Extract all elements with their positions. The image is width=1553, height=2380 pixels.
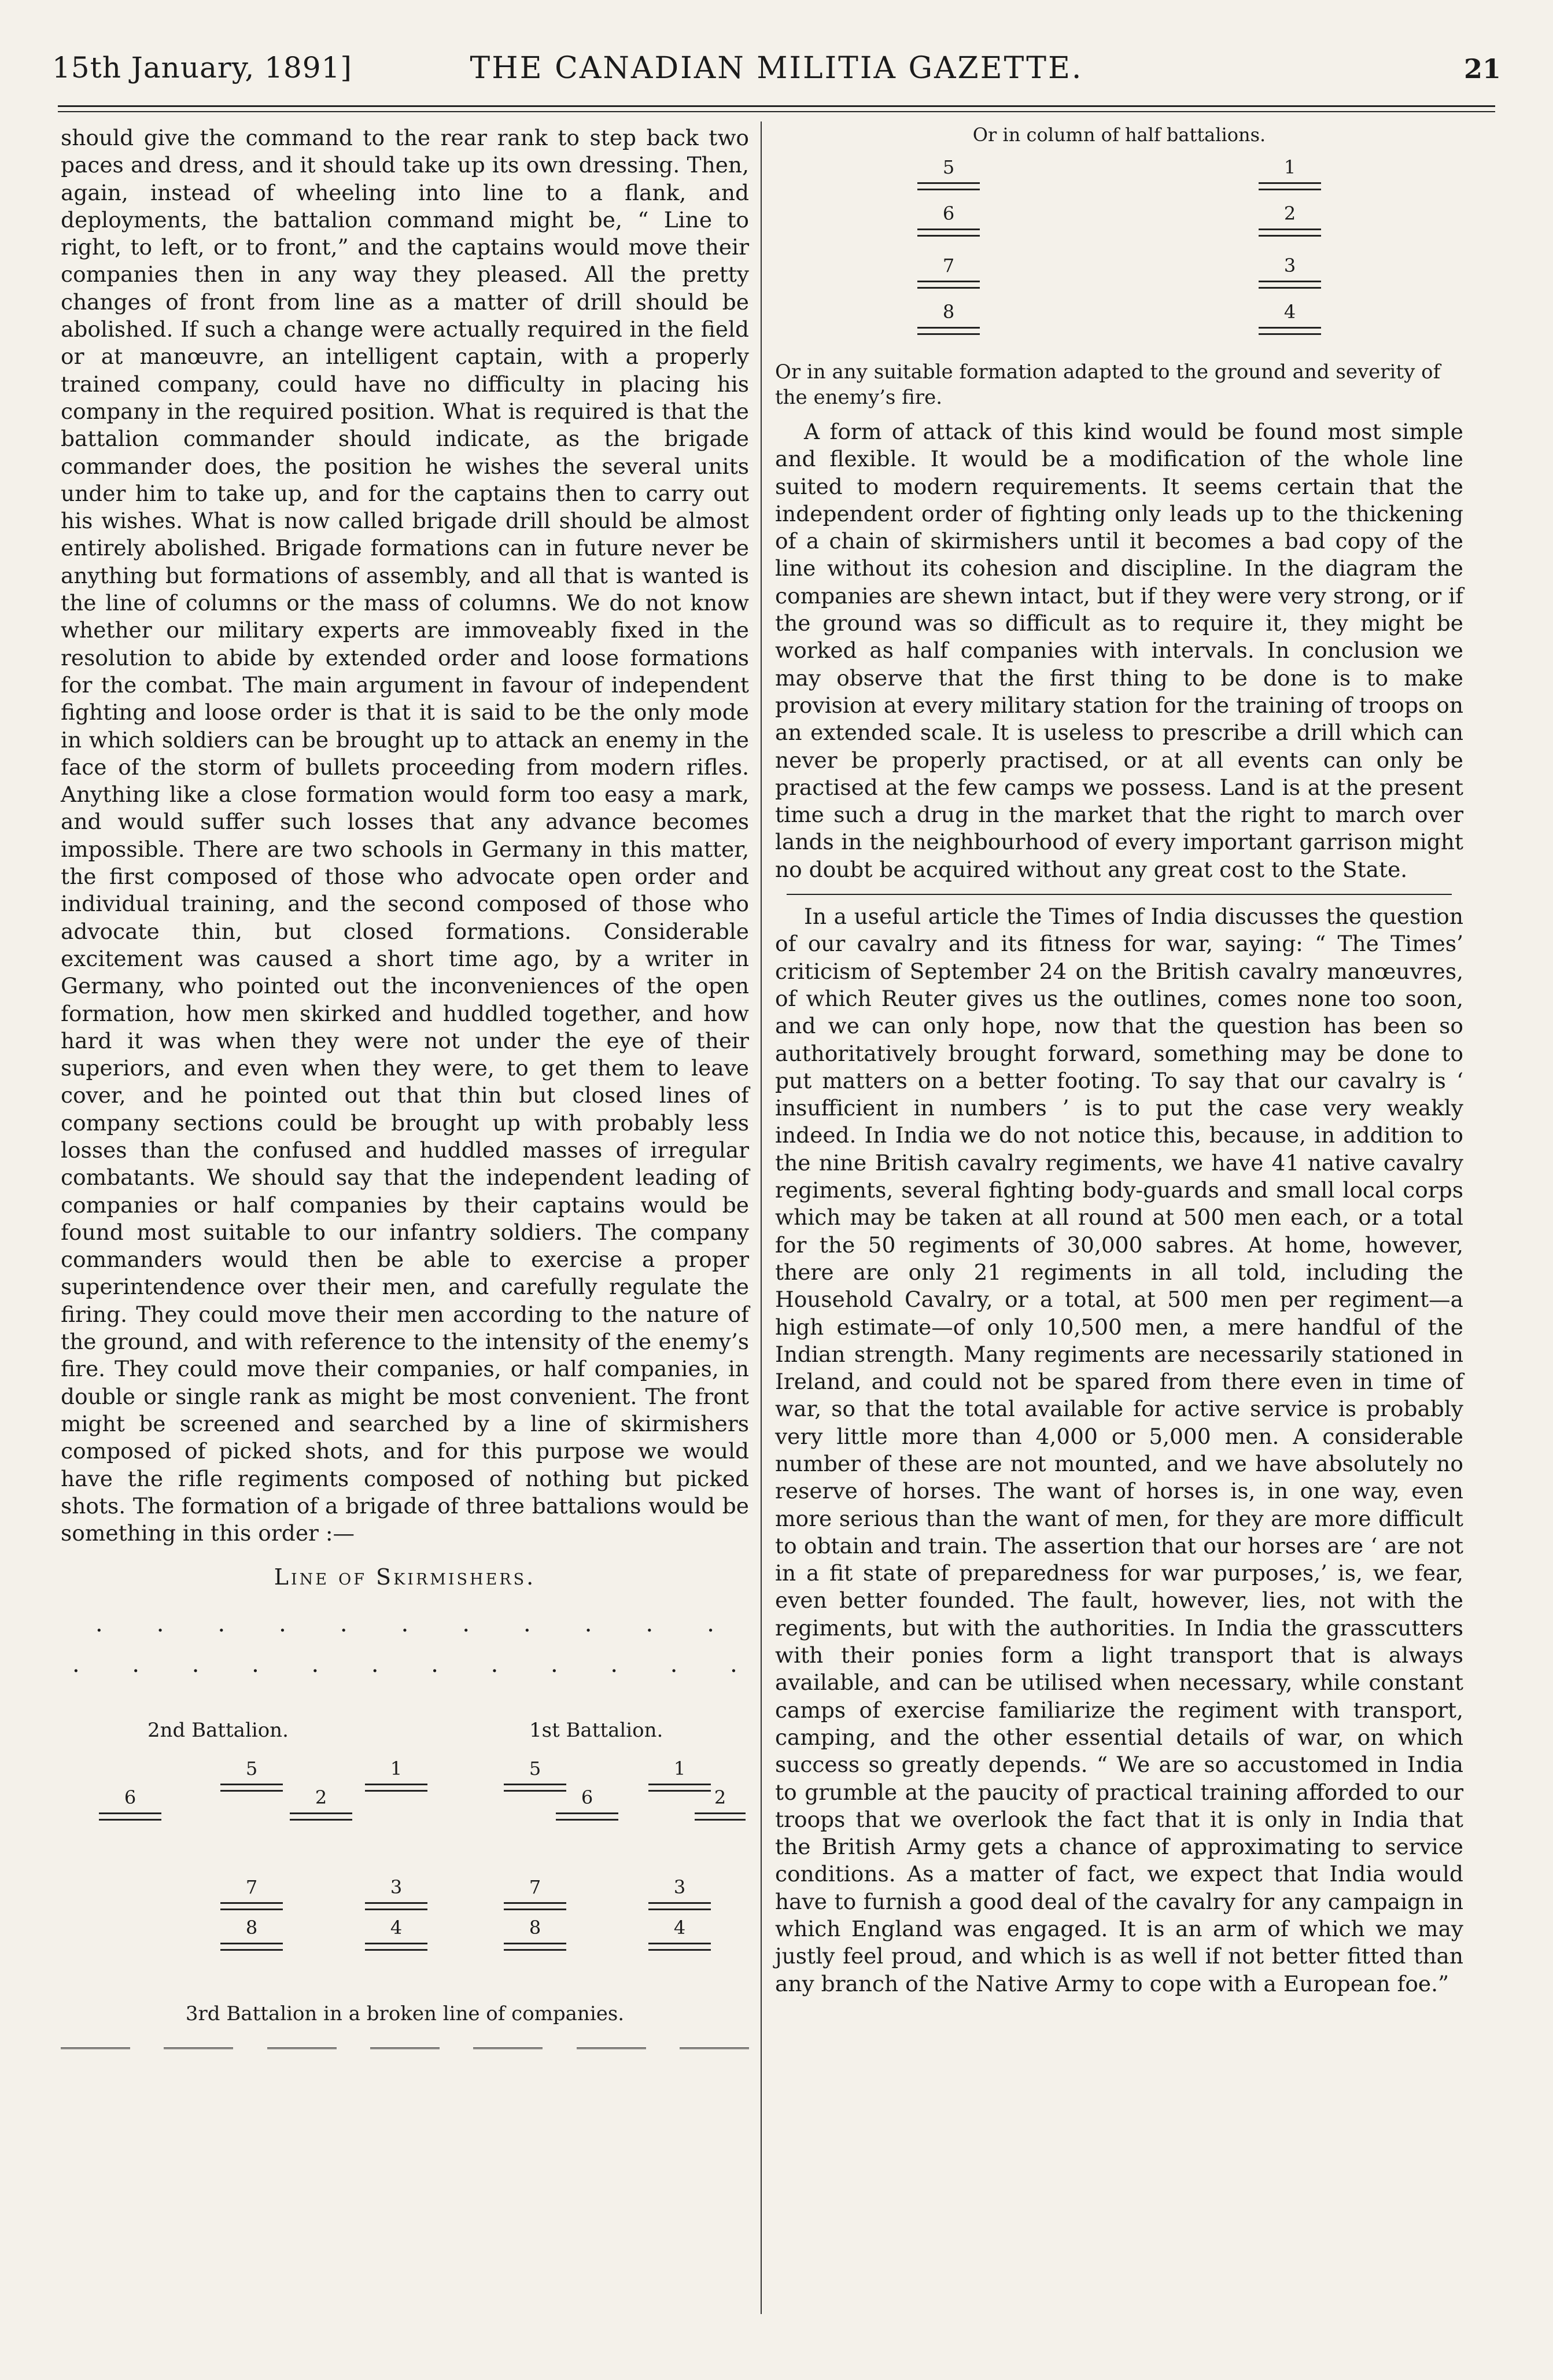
half-battalions-diagram [775, 145, 1463, 359]
skirmisher-dots-row-2: · · · · · · · · · · · · [72, 1658, 737, 1685]
company-6: 6 [552, 1787, 622, 1821]
article-paragraph: should give the command to the rear rank to step back two paces and dress, and it should take up its own dressing. Then, again, instead of wheeling into line to a flank, and deployments, the battalion command might be, “ Line to right, to left, or to front,” and the captains would move their companies then in any way they pleased. All the pretty changes of front from line as a matter of drill should be abolished. If such a change were actually required in the field or at manœuvre, an intelligent captain, with a properly trained company, could have no difficulty in placing his company in the required position. What is required is that the battalion commander should indicate, as the brigade commander does, the position he wishes the several units under him to take up, and for the captains then to carry out his wishes. What is now called brigade drill should be almost entirely abolished. Brigade formations can in future never be anything but formations of assembly, and all that is wanted is the line of columns or the mass of columns. We do not know whether our military experts are immoveably fixed in the resolution to abide by extended order and loose formations for the combat. The main argument in favour of independent fighting and loose order is that it is said to be the only mode in which soldiers can be brought up to attack an enemy in the face of the storm of bullets proceeding from modern rifles. Anything like a close formation would form too easy a mark, and would suffer such losses that any advance becomes impossible. There are two schools in Germany in this matter, the first composed of those who advocate open order and individual training, and the second composed of those who advocate thin, but closed formations. Considerable excitement was caused a short time ago, by a writer in Germany, who pointed out the inconveniences of the open formation, how men skirked and huddled together, and how hard it was when they were not under the eye of their superiors, and even when they were, to get them to leave cover, and he pointed out that thin but closed lines of company sections could be brought up with probably less losses than the confused and huddled masses of irregular combatants. We should say that the independent leading of companies or half companies by their captains would be found most suitable to our infantry soldiers. The company commanders would then be able to exercise a proper superintendence over their men, and carefully regulate the firing. They could move their men according to the nature of the ground, and with reference to the intensity of the enemy’s fire. They could move their companies, or half companies, in double or single rank as might be most convenient. The front might be screened and searched by a line of skirmishers composed of picked shots, and for this purpose we would have the rifle regiments composed of nothing but picked shots. The formation of a brigade of three battalions would be something in this order :— [61, 125, 749, 1546]
company-6: 6 [914, 203, 983, 237]
company-1: 1 [1255, 157, 1325, 190]
header-rule [58, 105, 1495, 107]
company-5: 5 [217, 1758, 286, 1792]
company-7: 7 [217, 1877, 286, 1910]
company-2: 2 [691, 1787, 749, 1821]
company-4: 4 [361, 1917, 431, 1951]
article-paragraph: In a useful article the Times of India discusses the question of our cavalry and its fitness for war, saying: “ The Times’ criticism of September 24 on the British cavalry manœuvres, of which Reuter gives us the outlines, comes none too soon, and we can only hope, now that the question has been so authoritatively brought forward, something may be done to put matters on a better footing. To say that our cavalry is ‘ insufficient in numbers ’ is to put the case very weakly indeed. In India we do not notice this, because, in addition to the nine British cavalry regiments, we have 41 native cavalry regiments, several fighting body-guards and small local corps which may be taken at all round at 500 men each, or a total for the 50 regiments of 30,000 sabres. At home, however, there are only 21 regiments in all told, including the Household Cavalry, or a total, at 500 men per regiment—a high estimate—of only 10,500 men, a mere handful of the Indian strength. Many regiments are necessarily stationed in Ireland, and could not be spared from there even in time of war, so that the total available for active service is probably very little more than 4,000 or 5,000 men. A considerable number of these are not mounted, and we have absolutely no reserve of horses. The want of horses is, in one way, even more serious than the want of men, for they are more difficult to obtain and train. The assertion that our horses are ‘ are not in a fit state of preparedness for war purposes,’ is, we fear, even better founded. The fault, however, lies, not with the regiments, but with the authorities. In India the grasscutters with their ponies form a light transport that is always available, and can be utilised when necessary, while constant camps of exercise familiarize the regiment with transport, camping, and the other essential details of war, on which success so greatly depends. “ We are so accustomed in India to grumble at the paucity of practical training afforded to our troops that we overlook the fact that it is only in India that the British Army gets a chance of approximating to service conditions. As a matter of fact, we expect that India would have to furnish a good deal of the cavalry for any campaign in which England was engaged. It is an arm of which we may justly feel proud, and which is as well if not better fitted than any branch of the Native Army to cope with a European foe.” [775, 904, 1463, 1996]
company-5: 5 [914, 157, 983, 190]
half-battalions-caption: Or in column of half battalions. [972, 124, 1266, 146]
diagram-heading: Line of Skirmishers. [274, 1564, 536, 1590]
company-3: 3 [1255, 255, 1325, 289]
battalion-label-2nd: 2nd Battalion. [147, 1719, 289, 1742]
company-2: 2 [1255, 203, 1325, 237]
company-8: 8 [217, 1917, 286, 1951]
skirmisher-dots-row-1: · · · · · · · · · · · [95, 1618, 714, 1645]
company-8: 8 [914, 301, 983, 335]
column-divider [761, 121, 762, 2314]
company-6: 6 [95, 1787, 165, 1821]
formation-caption: Or in any suitable formation adapted to the ground and severity of the enemy’s fire. [775, 360, 1441, 409]
page-number: 21 [1463, 53, 1501, 84]
left-column [61, 124, 749, 2143]
company-7: 7 [500, 1877, 570, 1910]
company-8: 8 [500, 1917, 570, 1951]
article-paragraph: A form of attack of this kind would be found most simple and flexible. It would be a modification of the whole line suited to modern requirements. It seems certain that the independent order of fighting only leads up to the thickening of a chain of skirmishers until it becomes a bad copy of the line without its cohesion and discipline. In the diagram the companies are shewn intact, but if they were very strong, or if the ground was so difficult as to require it, they might be worked as half companies with intervals. In conclusion we may observe that the first thing to be done is to make provision at every military station for the training of troops on an extended scale. It is useless to prescribe a drill which can never be properly practised, or at all events can only be practised at the few camps we possess. Land is at the present time such a drug in the market that the right to march over lands in the neighbourhood of every important garrison might no doubt be acquired without any great cost to the State. [775, 419, 1463, 882]
battalion-label-1st: 1st Battalion. [529, 1719, 663, 1742]
company-3: 3 [361, 1877, 431, 1910]
company-4: 4 [1255, 301, 1325, 335]
diagram-caption: 3rd Battalion in a broken line of companies. [185, 2002, 625, 2026]
issue-date: 15th January, 1891] [52, 51, 352, 84]
company-1: 1 [361, 1758, 431, 1792]
masthead-title: THE CANADIAN MILITIA GAZETTE. [470, 51, 1083, 86]
article-separator [787, 894, 1452, 895]
right-column [775, 124, 1463, 1998]
company-3: 3 [645, 1877, 714, 1910]
company-2: 2 [286, 1787, 356, 1821]
header-rule-thin [58, 111, 1495, 112]
company-5: 5 [500, 1758, 570, 1792]
company-4: 4 [645, 1917, 714, 1951]
page-header [52, 40, 1501, 93]
company-7: 7 [914, 255, 983, 289]
broken-line-companies [61, 2047, 749, 2053]
brigade-formation-diagram [61, 1564, 749, 2143]
company-1: 1 [645, 1758, 714, 1792]
